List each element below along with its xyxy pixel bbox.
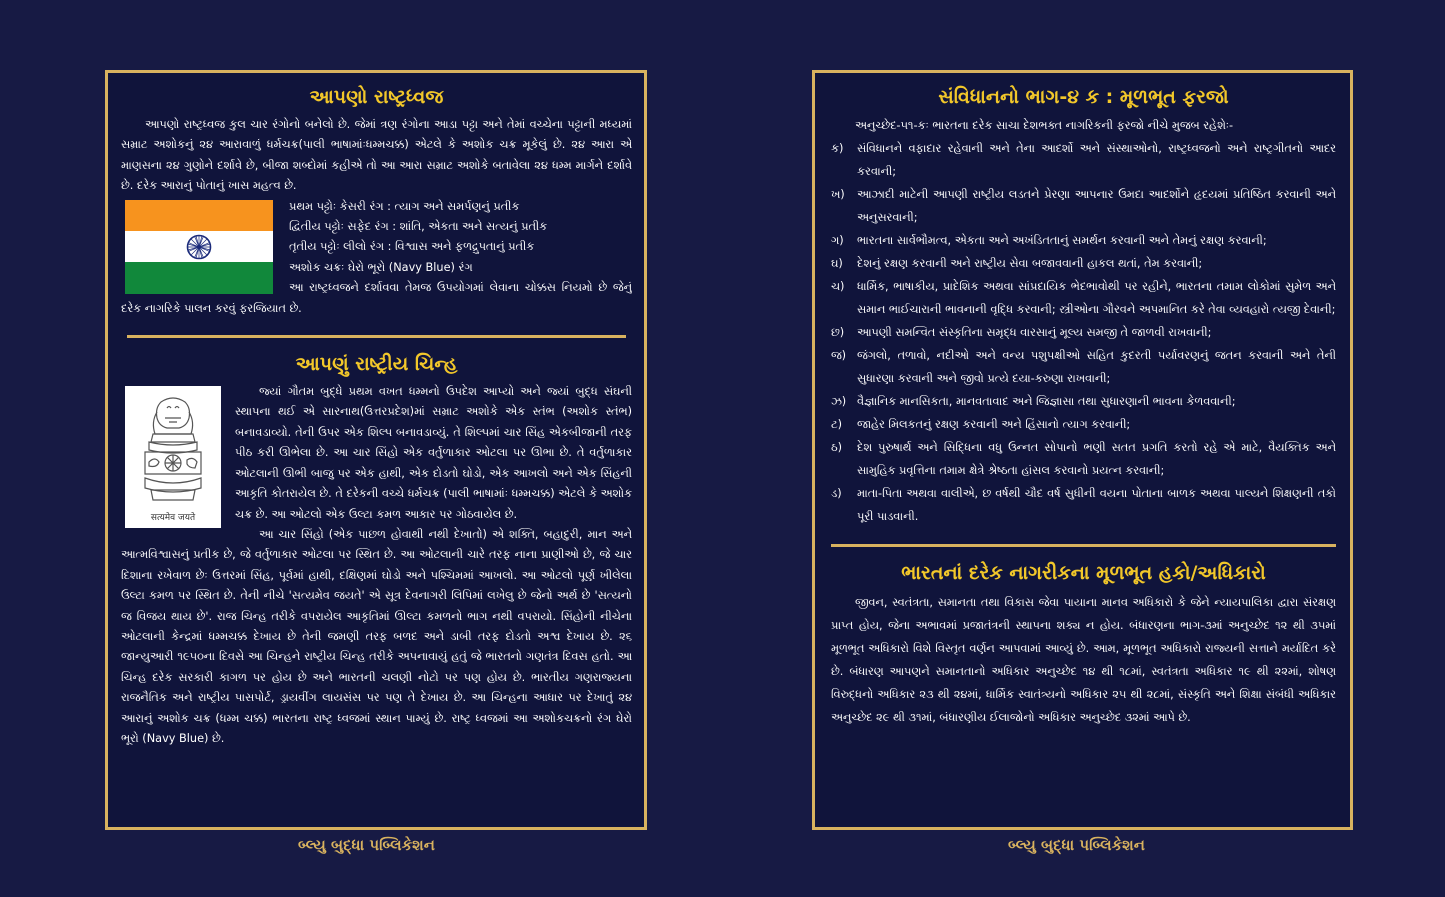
duty-text: જંગલો, તળાવો, નદીઓ અને વન્ય પશુપક્ષીઓ સહિત કુદરતી પર્યાવરણનું જતન કરવાની અને તેની સુધારણા કરવાની અને જીવો પ્રત્યે દયા-કરુણા રાખવાની; <box>857 349 1336 385</box>
duty-marker: છ) <box>831 326 845 339</box>
duty-marker: ક) <box>831 142 844 155</box>
section-divider <box>127 335 626 338</box>
duties-intro-text: અનુચ્છેદ-૫૧-કઃ ભારતના દરેક સાચા દેશભક્ત નાગરિકની ફરજો નીચે મુજબ રહેશેઃ- <box>855 119 1234 132</box>
duty-text: આપણી સમન્વિત સંસ્કૃતિના સમૃદ્ધ વારસાનું મૂલ્ય સમજી તે જાળવી રાખવાની; <box>857 326 1212 339</box>
flag-white-stripe <box>125 231 273 262</box>
duty-item <box>831 229 1336 252</box>
duty-text: જાહેર મિલકતનું રક્ષણ કરવાની અને હિંસાનો ત્યાગ કરવાની; <box>857 418 1131 431</box>
flag-green-stripe <box>125 262 273 293</box>
duty-text: દેશ પુરુષાર્થ અને સિદ્ધિના વધુ ઉન્નત સોપાનો ભણી સતત પ્રગતિ કરતો રહે એ માટે, વૈયક્તિક અને સામુહિક પ્રવૃત્તિના તમામ ક્ષેત્રે શ્રેષ્ઠતા હાંસલ કરવાનો પ્રયત્ન કરવાની; <box>857 441 1336 477</box>
duties-list <box>831 137 1336 528</box>
flag-stripe-line-1: પ્રથમ પટ્ટોઃ કેસરી રંગ : ત્યાગ અને સમર્પણનું પ્રતીક <box>289 199 520 213</box>
duty-text: સંવિધાનને વફાદાર રહેવાની અને તેના આદર્શો અને સંસ્થાઓનો, રાષ્ટ્રધ્વજનો અને રાષ્ટ્રગીતનો આદર કરવાની; <box>857 142 1336 178</box>
indian-flag-image <box>125 200 273 294</box>
duty-text: દેશનું રક્ષણ કરવાની અને રાષ્ટ્રીય સેવા બજાવવાની હાકલ થતાં, તેમ કરવાની; <box>857 257 1203 270</box>
duty-marker: ઠ) <box>831 441 842 454</box>
ashoka-chakra-icon <box>186 234 212 260</box>
flag-stripes-block <box>121 197 632 319</box>
section-divider <box>831 544 1336 547</box>
right-page-panel <box>812 70 1353 830</box>
duty-text: ભારતના સાર્વભૌમત્વ, એકતા અને અખંડિતતાનું સમર્થન કરવાની અને તેમનું રક્ષણ કરવાની; <box>857 234 1267 247</box>
duty-marker: ગ) <box>831 234 844 247</box>
duty-item <box>831 390 1336 413</box>
duty-marker: ઝ) <box>831 395 847 408</box>
flag-intro-text: આપણો રાષ્ટ્રધ્વજ કુલ ચાર રંગોનો બનેલો છે. જેમાં ત્રણ રંગોના આડા પટ્ટા અને તેમાં વચ્ચેના પટ્ટાની મધ્યમાં સમ્રાટ અશોકનું ૨૪ આરાવાળું ધર્મચક્ર(પાલી ભાષામાંઃધમ્મચક્ક) એટલે કે અશોક ચક્ર મૂકેલું છે. ૨૪ આરા એ માણસના ૨૪ ગુણોને દર્શાવે છે, બીજા શબ્દોમાં કહીએ તો આ આરા સમ્રાટ અશોકે બતાવેલા ૨૪ ધમ્મ માર્ગને દર્શાવે છે. દરેક આરાનું પોતાનું ખાસ મહત્વ છે. <box>121 118 632 193</box>
duty-item <box>831 413 1336 436</box>
duty-item <box>831 137 1336 183</box>
duty-item <box>831 436 1336 482</box>
flag-stripe-line-2: દ્વિતીય પટ્ટોઃ સફેદ રંગ : શાંતિ, એકતા અને સત્યનું પ્રતીક <box>289 220 548 234</box>
flag-saffron-stripe <box>125 200 273 231</box>
flag-closing-text: આ રાષ્ટ્રધ્વજને દર્શાવવા તેમજ ઉપયોગમાં લેવાના ચોક્કસ નિયમો છે જેનું દરેક નાગરિકે પાલન કરવું ફરજિયાત છે. <box>121 281 632 315</box>
duty-item <box>831 482 1336 528</box>
duty-text: આઝાદી માટેની આપણી રાષ્ટ્રીય લડતને પ્રેરણા આપનાર ઉમદા આદર્શોને હૃદયમાં પ્રતિષ્ઠિત કરવાની અને અનુસરવાની; <box>857 188 1336 224</box>
flag-section-title: આપણો રાષ્ટ્રધ્વજ <box>309 86 444 108</box>
duty-marker: ટ) <box>831 418 842 431</box>
emblem-motto: सत्यमेव जयते <box>150 513 196 524</box>
duty-item <box>831 321 1336 344</box>
rights-body-text: જીવન, સ્વતંત્રતા, સમાનતા તથા વિકાસ જેવા પાયાના માનવ અધિકારો કે જેને ન્યાયપાલિકા દ્વારા સંરક્ષણ પ્રાપ્ત હોય, જેના અભાવમાં પ્રજાતંત્રની સ્થાપના શક્ય ન હોય. બંધારણના ભાગ-૩માં અનુચ્છેદ ૧૨ થી ૩૫માં મૂળભૂત અધિકારો વિશે વિસ્તૃત વર્ણન આપવામાં આવ્યું છે. આમ, મૂળભૂત અધિકારો રાજ્યની સત્તાને મર્યાદિત કરે છે. બંધારણ આપણને સમાનતાનો અધિકાર અનુચ્છેદ ૧૪ થી ૧૮માં, સ્વતંત્રતા અધિકાર ૧૯ થી ૨૨માં, શોષણ વિરુદ્ધનો અધિકાર ૨૩ થી ૨૪માં, ધાર્મિક સ્વાતંત્ર્યનો અધિકાર ૨૫ થી ૨૮માં, સંસ્કૃતિ અને શિક્ષા સંબંધી અધિકાર અનુચ્છેદ ૨૯ થી ૩૧માં, બંધારણીય ઈલાજોનો અધિકાર અનુચ્છેદ ૩૨માં આપે છે. <box>831 596 1336 724</box>
duty-item <box>831 344 1336 390</box>
lion-capital-icon <box>131 392 215 510</box>
duty-marker: જ) <box>831 349 847 362</box>
duty-text: વૈજ્ઞાનિક માનસિકતા, માનવતાવાદ અને જિજ્ઞાસા તથા સુધારણાની ભાવના કેળવવાની; <box>857 395 1236 408</box>
left-page-footer: બ્લ્યુ બુદ્ધા પબ્લિકેશન <box>298 836 435 854</box>
flag-stripe-line-4: અશોક ચક્રઃ ઘેરો ભૂરો (Navy Blue) રંગ <box>289 260 473 274</box>
flag-stripe-line-3: તૃતીય પટ્ટોઃ લીલો રંગ : વિશ્વાસ અને ફળદ્રુપતાનું પ્રતીક <box>289 240 535 254</box>
duty-text: ધાર્મિક, ભાષાકીય, પ્રાદેશિક અથવા સાંપ્રદાયિક ભેદભાવોથી પર રહીને, ભારતના તમામ લોકોમાં સુમેળ અને સમાન ભાઈચારાની ભાવનાની વૃદ્ધિ કરવાની; સ્ત્રીઓના ગૌરવને અપમાનિત કરે તેવા વ્યવહારો ત્યજી દેવાની; <box>857 280 1336 316</box>
national-emblem-image <box>125 386 221 528</box>
duty-marker: ચ) <box>831 280 845 293</box>
duty-item <box>831 275 1336 321</box>
duties-section-title: સંવિધાનનો ભાગ-૪ ક : મૂળભૂત ફરજો <box>938 86 1229 108</box>
duty-marker: ડ) <box>831 487 842 500</box>
duty-item <box>831 183 1336 229</box>
duty-text: માતા-પિતા અથવા વાલીએ, છ વર્ષથી ચૌદ વર્ષ સુધીની વયના પોતાના બાળક અથવા પાલ્યને શિક્ષણની તકો પૂરી પાડવાની. <box>857 487 1336 523</box>
emblem-section-title: આપણું રાષ્ટ્રીય ચિન્હ <box>295 353 458 376</box>
left-page-panel <box>105 70 647 830</box>
duty-marker: ઘ) <box>831 257 843 270</box>
right-page-footer: બ્લ્યુ બુદ્ધા પબ્લિકેશન <box>1008 836 1145 854</box>
duty-item <box>831 252 1336 275</box>
emblem-paragraph-1: જ્યાં ગૌતમ બુદ્ધે પ્રથમ વખત ધમ્મનો ઉપદેશ આપ્યો અને જ્યાં બુદ્ધ સંઘની સ્થાપના થઈ એ સારનાથ(ઉત્તરપ્રદેશ)માં સમ્રાટ અશોકે એક સ્તંભ (અશોક સ્તંભ) બનાવડાવ્યો. તેની ઉપર એક શિલ્પ બનાવડાવ્યું. તે શિલ્પમાં ચાર સિંહ એકબીજાની તરફ પીઠ કરી ઊભેલા છે. આ ચાર સિંહો એક વર્તુળાકાર ઓટલા પર ઊભા છે. તે વર્તુળાકાર ઓટલાની ઊભી બાજુ પર એક હાથી, એક દોડતો ઘોડો, એક આખલો અને એક સિંહની આકૃતિ કોતરાયેલ છે. તે દરેકની વચ્ચે ધર્મચક્ર (પાલી ભાષામાંઃ ધમ્મચક્ક) એટલે કે અશોક ચક્ર છે. આ ઓટલો એક ઉલ્ટા કમળ આકાર પર ગોઠવાયેલ છે. <box>235 385 632 521</box>
duty-marker: ખ) <box>831 188 845 201</box>
emblem-paragraph-2: આ ચાર સિંહો (એક પાછળ હોવાથી નથી દેખાતો) એ શક્તિ, બહાદુરી, માન અને આત્મવિશ્વાસનું પ્રતીક છે, જે વર્તુળાકાર ઓટલા પર સ્થિત છે. આ ઓટલાની ચારે તરફ નાના પ્રાણીઓ છે, જે ચાર દિશાના રખેવાળ છેઃ ઉત્તરમાં સિંહ, પૂર્વમાં હાથી, દક્ષિણમાં ઘોડો અને પશ્ચિમમાં આખલો. આ ઓટલો પૂર્ણ ખીલેલા ઉલ્ટા કમળ પર સ્થિત છે. તેની નીચે 'સત્યમેવ જયતે' એ સૂત્ર દેવનાગરી લિપિમાં લખેલુ છે જેનો અર્થ છે 'સત્યનો જ વિજય થાય છે'. રાજ ચિન્હ તરીકે વપરાયેલ આકૃતિમાં ઊલ્ટા કમળનો ભાગ નથી વપરાયો. સિંહોની નીચેના ઓટલાની કેન્દ્રમાં ધમ્મચક્ક દેખાય છે તેની જમણી તરફ બળદ અને ડાબી તરફ દોડતો અશ્વ દેખાય છે. ૨૬ જાન્યુઆરી ૧૯૫૦ના દિવસે આ ચિન્હને રાષ્ટ્રીય ચિન્હ તરીકે અપનાવાયું હતું જે ભારતનો ગણતંત્ર દિવસ હતો. આ ચિન્હ દરેક સરકારી કાગળ પર હોય છે અને ભારતની ચલણી નોટો પર પણ હોય છે. ભારતીય ગણરાજ્યના રાજનૈતિક અને રાષ્ટ્રીય પાસપોર્ટ, ડ્રાયવીંગ લાયસંસ પર પણ તે દેખાય છે. આ ચિન્હના આધાર પર દેખાતું ૨૪ આરાનું અશોક ચક્ર (ધમ્મ ચક્ક) ભારતના રાષ્ટ્ર ધ્વજમાં સ્થાન પામ્યું છે. રાષ્ટ્ર ધ્વજમાં આ અશોકચક્રનો રંગ ઘેરો ભૂરો (Navy Blue) છે. <box>121 527 632 745</box>
rights-section-title: ભારતનાં દરેક નાગરીકના મૂળભૂત હકો/અધિકારો <box>901 562 1266 584</box>
